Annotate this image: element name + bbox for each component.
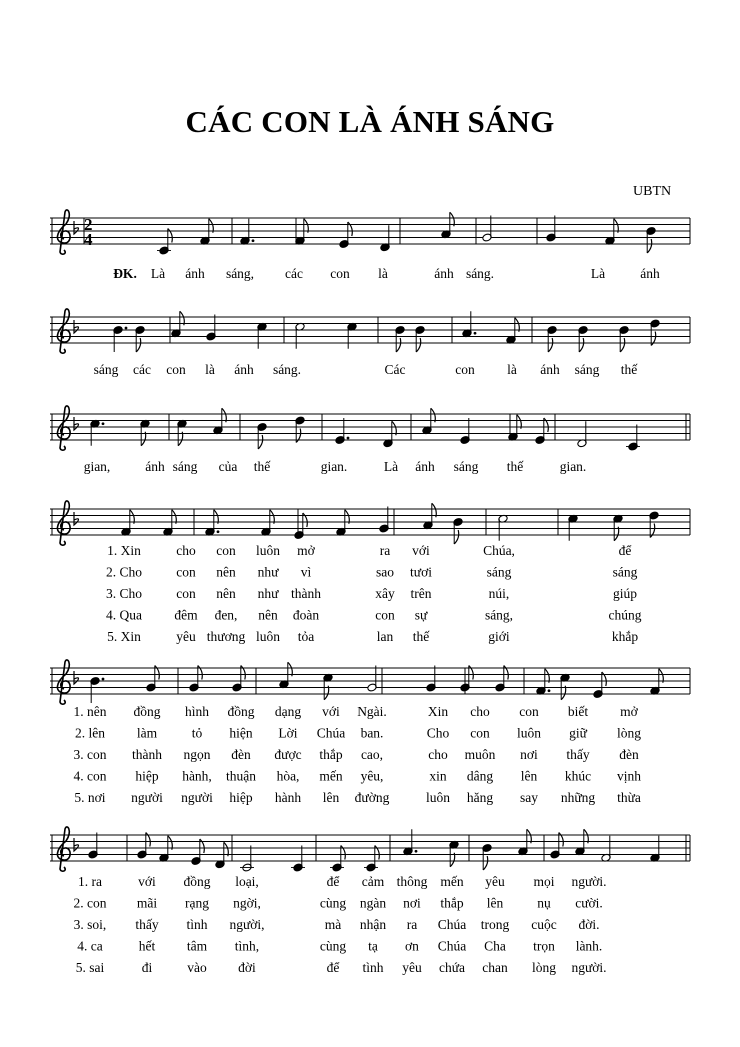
lyric-syllable: luôn	[425, 790, 451, 805]
treble-clef-icon	[57, 309, 70, 353]
lyric-syllable: con	[519, 704, 539, 719]
time-signature-bottom: 4	[84, 230, 93, 249]
lyric-syllable: dâng	[466, 768, 494, 784]
lyric-syllable: thành	[132, 747, 162, 762]
staff-lines	[50, 218, 690, 861]
note-flag	[647, 239, 652, 253]
lyric-syllable: đời.	[578, 917, 600, 932]
lyric-syllable: Là	[590, 266, 606, 281]
lyric-syllable: biết	[567, 704, 589, 719]
lyric-syllable: rạng	[185, 895, 209, 911]
lyric-syllable: yêu	[485, 874, 505, 889]
lyric-syllable: ánh	[234, 362, 254, 377]
lyric-syllable: xin	[429, 768, 447, 784]
treble-clef-icon	[57, 210, 70, 254]
lyric-syllable: mến	[319, 768, 343, 784]
lyric-syllable: lan	[376, 629, 394, 644]
treble-clef-icon	[57, 501, 70, 545]
lyric-syllable: thế	[412, 629, 430, 644]
lyric-syllable: ra	[406, 917, 418, 932]
lyric-syllable: xây	[375, 586, 395, 601]
lyric-syllable: Là	[383, 459, 399, 474]
lyric-syllable: sự	[414, 607, 428, 623]
lyric-syllable: khúc	[564, 768, 592, 784]
lyric-syllable: chúng	[608, 607, 642, 623]
flat-sign-icon	[74, 320, 79, 333]
lyric-syllable: con	[176, 586, 196, 601]
lyric-syllable: sáng	[172, 459, 198, 474]
lyric-syllable: vì	[300, 564, 312, 580]
lyric-syllable: 2. con	[73, 895, 107, 911]
lyric-syllable: thắp	[319, 747, 343, 762]
lyric-syllable: ánh	[185, 266, 205, 281]
lyric-syllable: cuộc	[531, 917, 557, 932]
lyric-syllable: trọn	[533, 938, 555, 954]
lyric-syllable: Chúa,	[483, 543, 515, 558]
lyric-syllable: nhận	[359, 917, 387, 932]
lyric-syllable: với	[138, 874, 156, 889]
lyric-syllable: đường	[354, 790, 390, 805]
lyric-syllable: 1. Xin	[107, 543, 141, 558]
lyric-syllable: được	[274, 747, 302, 762]
lyric-syllable: 2. lên	[75, 725, 105, 741]
lyric-syllable: thắp	[440, 895, 464, 911]
lyric-syllable: hăng	[466, 790, 494, 805]
note-flag	[136, 338, 141, 352]
lyric-syllable: lành.	[575, 938, 603, 954]
lyric-syllable: Là	[150, 266, 166, 281]
lyric-syllable: hiện	[229, 725, 253, 741]
lyric-syllable: tạ	[368, 938, 378, 954]
lyric-syllable: sao	[376, 564, 394, 580]
lyric-syllable: luôn	[516, 725, 542, 741]
composer-credit: UBTN	[633, 184, 672, 199]
lyric-syllable: 1. ra	[78, 874, 102, 889]
lyric-syllable: như	[257, 586, 279, 601]
note-flag	[258, 435, 263, 449]
lyric-syllable: vào	[187, 960, 207, 975]
lyric-syllable: đen,	[214, 607, 238, 623]
treble-clef-icon	[57, 660, 70, 704]
lyric-syllable: vịnh	[616, 768, 642, 784]
lyric-syllable: tươi	[410, 564, 432, 580]
lyric-syllable: làm	[136, 725, 158, 741]
lyric-syllable: Ngài.	[357, 704, 387, 719]
lyric-syllable: để	[326, 874, 340, 889]
lyric-syllable: sáng.	[465, 266, 495, 281]
lyric-syllable: luôn	[255, 629, 281, 644]
lyric-syllable: với	[412, 543, 430, 558]
lyric-syllable: chứa	[438, 960, 466, 975]
lyric-syllable: Cho	[426, 725, 450, 741]
lyric-syllable: lên	[486, 895, 504, 911]
lyric-syllable: nên	[258, 607, 278, 623]
lyric-syllable: Cha	[484, 938, 506, 954]
lyric-syllable: sáng	[574, 362, 600, 377]
note-flag	[579, 338, 584, 352]
note-dot	[102, 678, 105, 681]
lyric-syllable: 3. con	[73, 747, 107, 762]
lyric-syllable: 4. Qua	[106, 607, 142, 623]
note-flag	[483, 856, 488, 870]
lyric-syllable: hòa,	[276, 768, 300, 784]
lyric-syllable: cho	[470, 704, 490, 719]
flat-sign-icon	[74, 417, 79, 430]
lyric-syllable: cười.	[575, 895, 603, 911]
lyric-syllable: người	[131, 790, 163, 805]
lyric-syllable: nên	[216, 564, 236, 580]
lyric-syllable: là	[378, 266, 388, 281]
lyric-syllable: tỏ	[191, 725, 203, 741]
lyric-syllable: con	[375, 607, 395, 623]
lyric-syllable: Chúa	[437, 938, 467, 954]
lyric-syllable: thế	[253, 459, 271, 474]
lyric-syllable: tình,	[234, 938, 260, 954]
lyric-syllable: đèn	[619, 747, 639, 762]
lyric-syllable: đi	[141, 960, 153, 975]
lyric-syllable: sáng,	[484, 607, 514, 623]
lyric-syllable: cảm	[361, 874, 385, 889]
lyric-syllable: lên	[520, 768, 538, 784]
lyric-syllable: ánh	[434, 266, 454, 281]
lyric-syllable: loại,	[235, 874, 259, 889]
lyric-syllable: ra	[379, 543, 391, 558]
lyric-syllable: với	[322, 704, 340, 719]
lyric-syllable: cùng	[319, 938, 347, 954]
lyric-syllable: giới	[488, 629, 510, 644]
lyric-syllable: dạng	[274, 704, 302, 719]
lyric-syllable: tình	[186, 917, 208, 932]
lyric-syllable: núi,	[488, 586, 510, 601]
lyric-syllable: sáng	[93, 362, 119, 377]
lyric-syllable: giữ	[569, 725, 587, 741]
lyric-syllable: 3. Cho	[105, 586, 143, 601]
note-dot	[347, 437, 350, 440]
lyric-syllable: ĐK.	[113, 266, 137, 281]
lyric-syllable: thuận	[226, 768, 256, 784]
lyric-syllable: là	[507, 362, 517, 377]
lyric-syllable: Các	[384, 362, 406, 377]
lyric-syllable: ánh	[640, 266, 660, 281]
lyric-syllable: ngàn	[359, 895, 387, 911]
lyric-syllable: mến	[440, 874, 464, 889]
treble-clef-icon	[57, 827, 70, 871]
flat-sign-icon	[74, 838, 79, 851]
lyric-syllable: hình	[184, 704, 210, 719]
lyric-syllable: các	[285, 266, 303, 281]
note-dot	[102, 422, 105, 425]
lyric-syllable: người	[181, 790, 213, 805]
bar-lines	[52, 218, 690, 861]
lyric-syllable: Chúa	[437, 917, 467, 932]
lyric-syllable: hết	[138, 938, 156, 954]
lyric-syllable: lên	[322, 790, 340, 805]
lyric-syllable: yêu	[176, 629, 196, 644]
lyric-syllable: luôn	[255, 543, 281, 558]
lyric-syllable: 3. soi,	[73, 917, 107, 932]
lyric-syllable: sáng	[453, 459, 479, 474]
lyric-syllable: của	[218, 459, 238, 474]
lyric-syllable: mở	[297, 543, 315, 558]
lyric-syllable: con	[330, 266, 350, 281]
lyric-syllable: người.	[571, 874, 607, 889]
lyric-syllable: tình	[362, 960, 384, 975]
lyric-syllable: trên	[410, 586, 432, 601]
lyric-syllable: con	[455, 362, 475, 377]
time-signature-top: 2	[84, 215, 93, 234]
lyric-syllable: tâm	[186, 938, 208, 954]
lyric-syllable: chan	[482, 960, 508, 975]
lyric-syllable: 2. Cho	[105, 564, 143, 580]
flat-sign-icon	[74, 671, 79, 684]
treble-clef-icon	[57, 406, 70, 450]
lyric-syllable: cao,	[360, 747, 384, 762]
lyric-syllable: người,	[229, 917, 265, 932]
lyric-syllable: 1. nên	[73, 704, 107, 719]
lyric-syllable: sáng.	[272, 362, 302, 377]
lyric-syllable: cho	[176, 543, 196, 558]
lyric-syllable: 4. con	[73, 768, 107, 784]
lyric-syllable: 5. nơi	[74, 790, 106, 805]
note-dot	[125, 327, 128, 330]
note-dot	[217, 530, 220, 533]
lyric-syllable: lòng	[616, 725, 642, 741]
lyric-syllable: mãi	[136, 895, 158, 911]
lyric-syllable: sáng	[486, 564, 512, 580]
note-dot	[474, 332, 477, 335]
lyric-syllable: để	[326, 960, 340, 975]
lyric-syllable: như	[257, 564, 279, 580]
lyric-syllable: thừa	[617, 790, 641, 805]
song-title: CÁC CON LÀ ÁNH SÁNG	[185, 104, 555, 139]
lyric-syllable: đồng	[133, 704, 161, 719]
lyric-syllable: đêm	[174, 607, 198, 623]
lyric-syllable: sáng,	[225, 266, 255, 281]
lyric-syllable: ánh	[415, 459, 435, 474]
lyric-syllable: hành,	[182, 768, 212, 784]
lyric-syllable: các	[133, 362, 151, 377]
note-flag	[396, 338, 401, 352]
lyric-syllable: lòng	[531, 960, 557, 975]
lyric-syllable: muôn	[464, 747, 496, 762]
note-dot	[548, 689, 551, 692]
lyric-syllable: giúp	[612, 586, 638, 601]
lyric-syllable: 5. Xin	[107, 629, 141, 644]
lyric-syllable: con	[470, 725, 490, 741]
note-flag	[548, 338, 553, 352]
lyric-syllable: 4. ca	[77, 938, 103, 954]
lyric-syllable: nụ	[537, 895, 551, 911]
lyric-syllable: là	[205, 362, 215, 377]
lyric-syllable: người.	[571, 960, 607, 975]
lyric-syllable: hiệp	[135, 768, 159, 784]
lyric-syllable: say	[520, 790, 538, 805]
lyric-syllable: yêu,	[360, 768, 384, 784]
lyric-syllable: nên	[216, 586, 236, 601]
lyric-syllable: khắp	[611, 629, 639, 644]
lyric-syllable: ban.	[360, 725, 384, 741]
lyric-syllable: ánh	[540, 362, 560, 377]
lyric-syllable: sáng	[612, 564, 638, 580]
lyric-syllable: đồng	[183, 874, 211, 889]
lyric-syllable: con	[166, 362, 186, 377]
lyric-syllable: để	[618, 543, 632, 558]
lyric-syllable: gian,	[83, 459, 111, 474]
flat-sign-icon	[74, 221, 79, 234]
lyric-syllable: trong	[480, 917, 510, 932]
lyric-syllable: gian.	[559, 459, 587, 474]
lyric-syllable: thành	[291, 586, 321, 601]
note-flag	[620, 338, 625, 352]
lyric-syllable: thương	[206, 629, 246, 644]
lyric-syllable: nơi	[520, 747, 538, 762]
lyric-syllable: gian.	[320, 459, 348, 474]
lyric-syllable: 5. sai	[75, 960, 105, 975]
lyric-syllable: con	[216, 543, 236, 558]
lyric-syllable: Xin	[427, 704, 449, 719]
lyric-syllable: Lời	[278, 725, 298, 741]
lyric-syllable: thấy	[135, 917, 159, 932]
note-dot	[415, 850, 418, 853]
lyric-syllable: Chúa	[316, 725, 346, 741]
lyric-syllable: thế	[620, 362, 638, 377]
lyric-syllable: ngời,	[233, 895, 261, 911]
lyric-syllable: đèn	[231, 747, 251, 762]
note-flag	[416, 338, 421, 352]
lyric-syllable: đời	[238, 960, 256, 975]
lyric-syllable: nơi	[403, 895, 421, 911]
note-flag	[454, 530, 459, 544]
lyric-syllable: thông	[396, 874, 428, 889]
lyric-syllable: những	[560, 790, 596, 805]
lyric-syllable: cho	[428, 747, 448, 762]
note-dot	[252, 239, 255, 242]
flat-sign-icon	[74, 512, 79, 525]
lyric-syllable: hiệp	[229, 790, 253, 805]
lyric-syllable: yêu	[402, 960, 422, 975]
lyric-syllable: tỏa	[297, 629, 315, 644]
lyric-syllable: con	[176, 564, 196, 580]
lyric-syllable: mà	[324, 917, 342, 932]
lyric-syllable: ơn	[405, 938, 419, 954]
lyric-syllable: đồng	[227, 704, 255, 719]
lyric-syllable: mở	[620, 704, 638, 719]
lyric-syllable: thấy	[566, 747, 590, 762]
lyric-syllable: đoàn	[292, 607, 320, 623]
lyric-syllable: ngọn	[183, 747, 211, 762]
lyric-syllable: thế	[506, 459, 524, 474]
lyric-syllable: mọi	[533, 874, 555, 889]
lyric-syllable: ánh	[145, 459, 165, 474]
lyric-syllable: hành	[274, 790, 302, 805]
lyric-syllable: cùng	[319, 895, 347, 911]
